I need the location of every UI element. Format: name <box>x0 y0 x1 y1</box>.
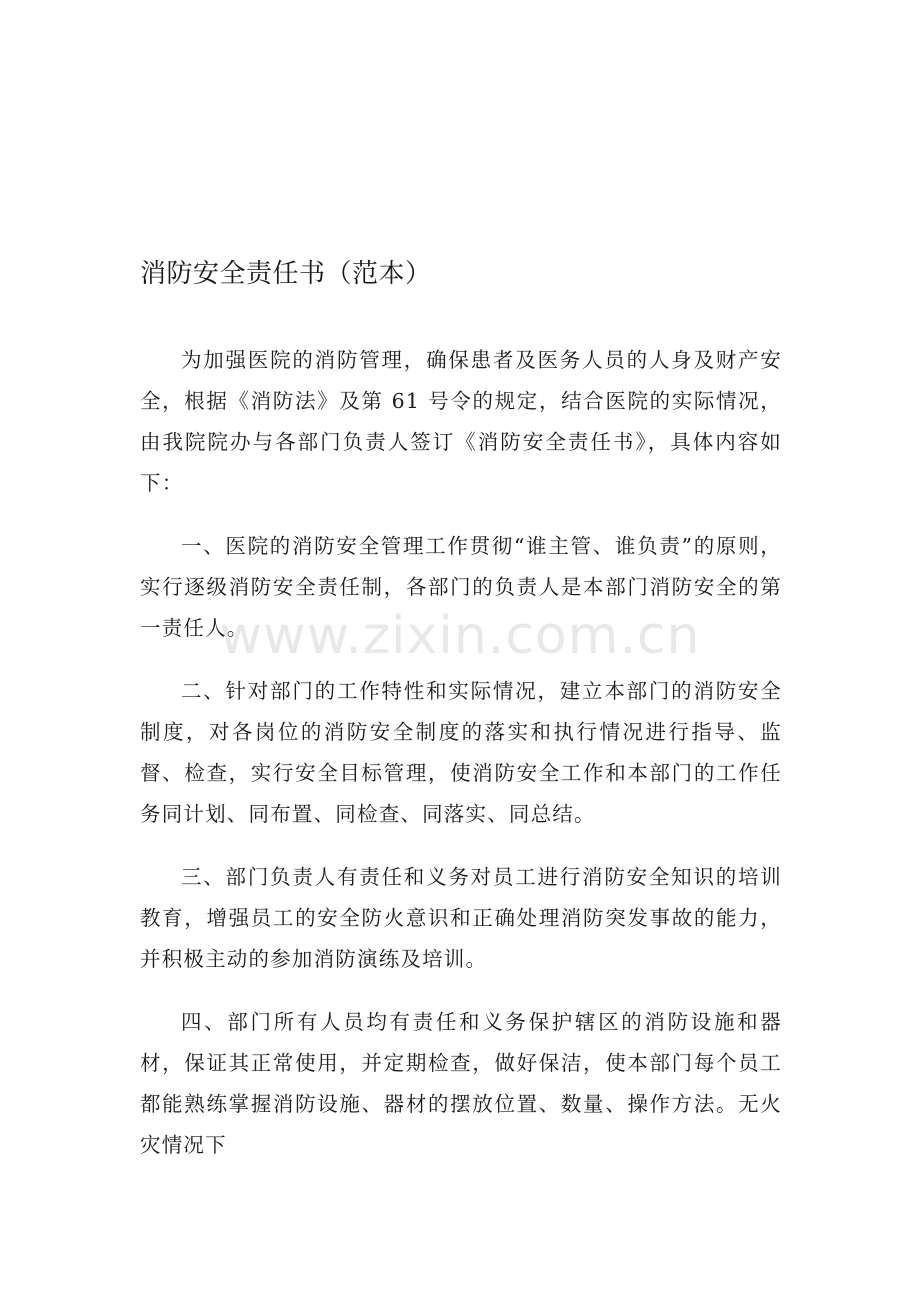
clause-1-paragraph: 一、医院的消防安全管理工作贯彻“谁主管、谁负责”的原则，实行逐级消防安全责任制，各部门的负责人是本部门消防安全的第一责任人。 <box>140 534 782 640</box>
document-title: 消防安全责任书（范本） <box>140 259 432 289</box>
clause-2-paragraph: 二、针对部门的工作特性和实际情况，建立本部门的消防安全制度，对各岗位的消防安全制度的落实和执行情况进行指导、监督、检查，实行安全目标管理，使消防安全工作和本部门的工作任务同计划、同布置、同检查、同落实、同总结。 <box>140 679 782 826</box>
document-body <box>140 340 782 1188</box>
clause-3-paragraph: 三、部门负责人有责任和义务对员工进行消防安全知识的培训教育，增强员工的安全防火意识和正确处理消防突发事故的能力，并积极主动的参加消防演练及培训。 <box>140 865 782 971</box>
clause-4-paragraph: 四、部门所有人员均有责任和义务保护辖区的消防设施和器材，保证其正常使用，并定期检查，做好保洁，使本部门每个员工都能熟练掌握消防设施、器材的摆放位置、数量、操作方法。无火灾情况下 <box>140 1010 782 1157</box>
watermark: www.zixin.com.cn <box>219 606 701 666</box>
intro-paragraph: 为加强医院的消防管理，确保患者及医务人员的人身及财产安全，根据《消防法》及第 61 号令的规定，结合医院的实际情况，由我院院办与各部门负责人签订《消防安全责任书》，具体内容如下： <box>140 348 782 495</box>
